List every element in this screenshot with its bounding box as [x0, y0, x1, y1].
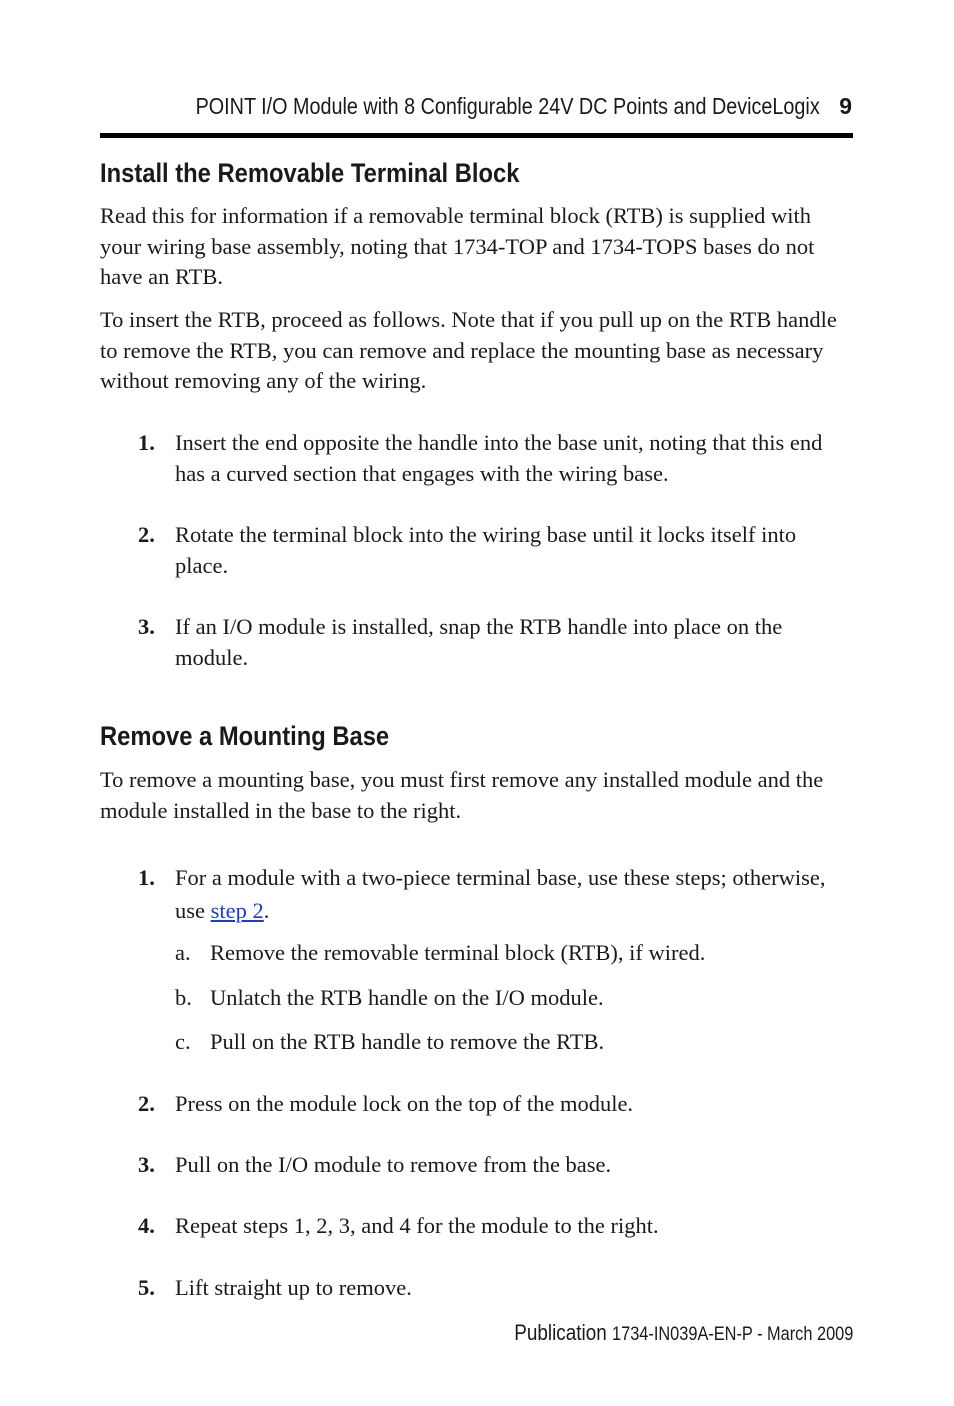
step-text: If an I/O module is installed, snap the RTB handle into place on the module.: [175, 614, 783, 670]
substep-letter: c.: [175, 1029, 191, 1054]
paragraph-rtb-intro: Read this for information if a removable terminal block (RTB) is supplied with your wiring base assembly, noting that 1734-TOP and 1734-TOPS bases do not have an RTB.: [100, 203, 815, 289]
step-number: 2.: [138, 1091, 155, 1116]
paragraph-remove-intro: To remove a mounting base, you must first remove any installed module and the module installed in the base to the right.: [100, 767, 824, 823]
step-text: [175, 861, 854, 927]
header-rule: [100, 133, 853, 138]
step-text-part: For a module with a two-piece terminal base, use these steps; otherwise, use: [175, 865, 826, 923]
list-item: [138, 1150, 854, 1181]
publication-number: 1734-IN039A-EN-P - March 2009: [611, 1324, 853, 1345]
footer-label: Publication: [513, 1320, 607, 1345]
step-number: 3.: [138, 614, 155, 639]
list-item: [138, 1273, 854, 1304]
substep-text: Remove the removable terminal block (RTB), if wired.: [210, 940, 706, 965]
running-header-title: POINT I/O Module with 8 Configurable 24V DC Points and DeviceLogix: [195, 93, 820, 119]
list-item: [138, 1211, 854, 1242]
publication-footer: [514, 1320, 853, 1346]
step-text: Repeat steps 1, 2, 3, and 4 for the module to the right.: [175, 1213, 659, 1238]
step-number: 3.: [138, 1152, 155, 1177]
substep-letter: b.: [175, 985, 192, 1010]
step-text: Pull on the I/O module to remove from the base.: [175, 1152, 612, 1177]
step-number: 1.: [138, 430, 155, 455]
list-item: [175, 983, 855, 1013]
list-item: [138, 861, 854, 927]
step-text: Lift straight up to remove.: [175, 1275, 412, 1300]
step-number: 1.: [138, 865, 155, 890]
section-heading-remove-base: Remove a Mounting Base: [100, 721, 390, 751]
substep-text: Pull on the RTB handle to remove the RTB.: [210, 1029, 605, 1054]
list-item: [138, 428, 854, 489]
section-heading-install-rtb: Install the Removable Terminal Block: [100, 158, 520, 188]
list-item: [138, 1089, 854, 1120]
paragraph-rtb-insert: To insert the RTB, proceed as follows. Note that if you pull up on the RTB handle to remove the RTB, you can remove and replace the mounting base as necessary without removing any of the wiring.: [100, 307, 837, 393]
step-text: Rotate the terminal block into the wiring base until it locks itself into place.: [175, 522, 797, 578]
step-text: Insert the end opposite the handle into the base unit, noting that this end has a curved section that engages with the wiring base.: [175, 430, 823, 486]
substep-text: Unlatch the RTB handle on the I/O module.: [210, 985, 604, 1010]
page-number: 9: [839, 93, 852, 119]
list-item: [175, 938, 855, 968]
substep-letter: a.: [175, 940, 191, 965]
list-item: [175, 1027, 855, 1057]
step-number: 2.: [138, 522, 155, 547]
step-text-part: .: [263, 898, 270, 923]
step-text: Press on the module lock on the top of the module.: [175, 1091, 634, 1116]
step-number: 4.: [138, 1213, 155, 1238]
step-number: 5.: [138, 1275, 155, 1300]
list-item: [138, 612, 854, 673]
list-item: [138, 520, 854, 581]
step-2-link[interactable]: step 2: [210, 898, 264, 923]
